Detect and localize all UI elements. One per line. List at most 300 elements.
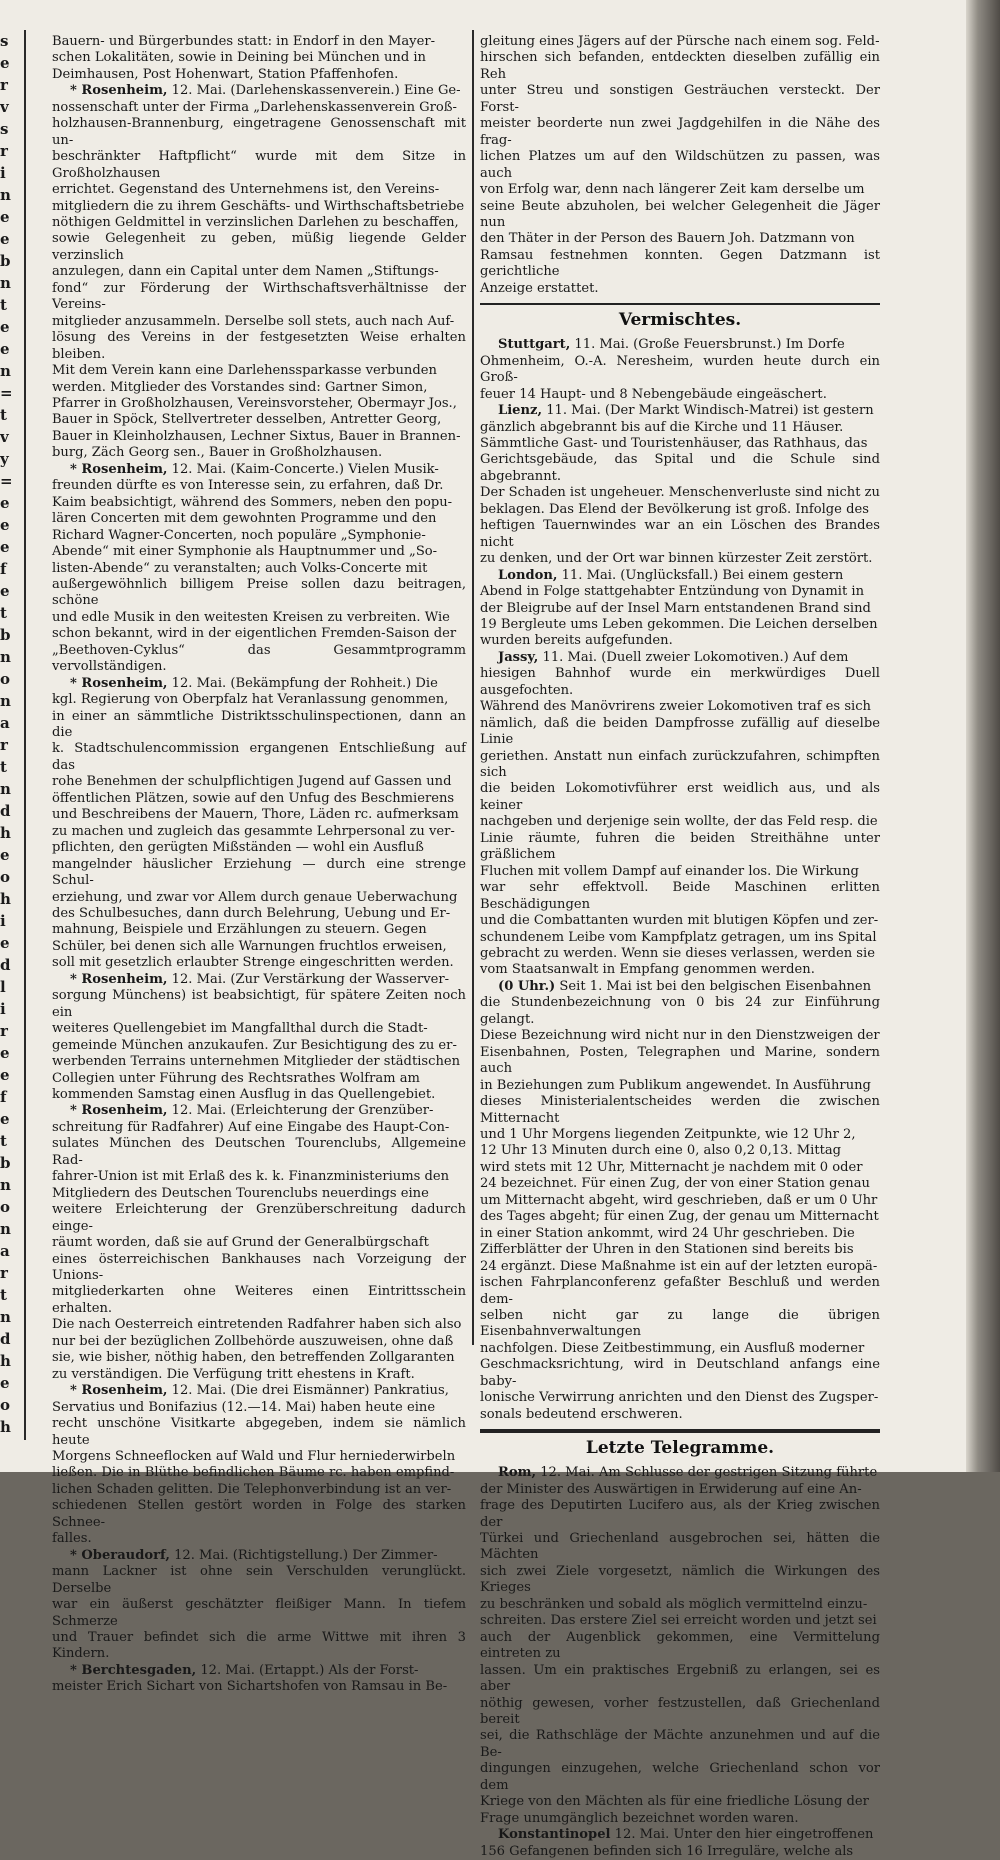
text-line xyxy=(52,1679,466,1695)
text-line xyxy=(480,1482,880,1498)
text-line xyxy=(52,445,466,461)
column-right xyxy=(480,34,880,1860)
line-text: Pfarrer in Großholzhausen, Vereinsvorsteher, Obermayr Jos., xyxy=(52,395,457,411)
line-text: Geschmacksrichtung, wird in Deutschland anfangs eine baby- xyxy=(480,1357,880,1389)
adjacent-page-strip xyxy=(0,30,18,1450)
text-line xyxy=(52,429,466,445)
strip-letter: l xyxy=(0,978,6,996)
line-text: k. Stadtschulencommission ergangenen Entschließung auf das xyxy=(52,741,466,773)
line-text: sie, wie bisher, nöthig haben, den betreffenden Zollgaranten xyxy=(52,1350,455,1366)
text-line xyxy=(52,972,466,988)
line-text: sorgung Münchens) ist beabsichtigt, für spätere Zeiten noch ein xyxy=(52,988,466,1020)
line-text: und Beschreibens der Mauern, Thore, Läden rc. aufmerksam xyxy=(52,807,459,823)
text-line xyxy=(480,1226,880,1242)
line-text: war sehr effektvoll. Beide Maschinen erlitten Beschädigungen xyxy=(480,880,880,912)
text-line xyxy=(480,568,880,584)
line-text: Abend in Folge stattgehabter Entzündung von Dynamit in xyxy=(480,584,865,600)
line-text: Deimhausen, Post Hohenwart, Station Pfaffenhofen. xyxy=(52,66,399,82)
strip-letter: n xyxy=(0,1176,11,1194)
text-line xyxy=(52,1235,466,1251)
text-line xyxy=(480,781,880,814)
strip-letter: t xyxy=(0,758,7,776)
text-line xyxy=(52,1284,466,1317)
line-text: Collegien unter Führung des Rechtsrathes Wolfram am xyxy=(52,1070,420,1086)
line-text: ischen Fahrplanconferenz gefaßter Beschluß und werden dem- xyxy=(480,1275,880,1307)
line-text: weiteres Quellengebiet im Mangfallthal durch die Stadt- xyxy=(52,1021,428,1037)
text-line xyxy=(480,1811,880,1827)
line-text: Sämmtliche Gast- und Touristenhäuser, das Rathhaus, das xyxy=(480,435,868,451)
text-line xyxy=(52,149,466,182)
line-text: wurden bereits aufgefunden. xyxy=(480,633,673,649)
text-line xyxy=(52,1350,466,1366)
line-text: ließen. Die in Blüthe befindlichen Bäume rc. haben empfind- xyxy=(52,1465,455,1481)
text-line xyxy=(480,962,880,978)
text-line xyxy=(52,314,466,330)
line-text: vom Staatsanwalt in Empfang genommen werden. xyxy=(480,962,815,978)
section-heading-telegramme: Letzte Telegramme. xyxy=(585,1438,775,1459)
line-text: in einer Station ankommt, wird 24 Uhr geschrieben. Die xyxy=(480,1225,855,1241)
line-text: Kaim beabsichtigt, während des Sommers, neben den popu- xyxy=(52,494,453,510)
line-text: gebracht zu werden. Wenn sie dieses verlassen, werden sie xyxy=(480,946,875,962)
dateline: * Rosenheim, xyxy=(70,1383,168,1399)
line-text: pflichten, den gerügten Mißständen — wohl ein Ausfluß xyxy=(52,840,424,856)
text-line xyxy=(52,840,466,856)
line-text: 12 Uhr 13 Minuten durch eine 0, also 0,2 0,13. Mittag xyxy=(480,1143,842,1159)
text-line xyxy=(52,1630,466,1663)
line-text: der Bleigrube auf der Insel Marn entstandenen Brand sind xyxy=(480,600,871,616)
line-text: seine Beute abzuholen, bei welcher Gelegenheit die Jäger nun xyxy=(480,198,880,230)
text-line xyxy=(480,50,880,83)
line-text: von Erfolg war, denn nach längerer Zeit kam derselbe um xyxy=(480,182,865,198)
strip-letter: h xyxy=(0,1352,11,1370)
line-text: selben nicht gar zu lange die übrigen Eisenbahnverwaltungen xyxy=(480,1307,880,1340)
text-line xyxy=(52,1071,466,1087)
line-text: gemeinde München anzukaufen. Zur Besichtigung des zu er- xyxy=(52,1037,457,1053)
text-line xyxy=(52,561,466,577)
text-line xyxy=(52,396,466,412)
line-text: in einer an sämmtliche Distriktsschulinspectionen, dann an die xyxy=(52,708,466,741)
text-line xyxy=(52,412,466,428)
line-text: außergewöhnlich billigem Preise sollen dazu beitragen, schöne xyxy=(52,576,466,609)
text-line xyxy=(480,1794,880,1810)
text-line xyxy=(480,1407,880,1423)
text-line xyxy=(52,709,466,742)
strip-letter: = xyxy=(0,384,13,402)
text-line xyxy=(480,1844,880,1860)
text-line xyxy=(52,791,466,807)
line-text: dieses Ministerialentscheides werden die zwischen Mitternacht xyxy=(480,1094,880,1126)
text-line xyxy=(52,100,466,116)
dateline: * Rosenheim, xyxy=(70,1103,168,1119)
text-line xyxy=(480,1597,880,1613)
text-line xyxy=(52,1498,466,1531)
line-text: war ein äußerst geschätzter fleißiger Mann. In tiefem Schmerze xyxy=(52,1597,466,1629)
text-line xyxy=(480,149,880,182)
text-line xyxy=(480,34,880,50)
line-text: 12. Mai. Unter den hier eingetroffenen xyxy=(610,1827,874,1843)
text-line xyxy=(480,502,880,518)
line-text: mitgliederkarten ohne Weiteres einen Eintrittsschein erhalten. xyxy=(52,1284,466,1316)
text-line xyxy=(480,913,880,929)
text-line xyxy=(480,436,880,452)
article-continuation xyxy=(480,34,880,297)
text-line xyxy=(480,1341,880,1357)
line-text: schen Lokalitäten, sowie in Deining bei München und in xyxy=(52,50,426,66)
line-text: Servatius und Bonifazius (12.—14. Mai) haben heute eine xyxy=(52,1399,436,1415)
dateline: London, xyxy=(498,567,558,583)
text-line xyxy=(480,1390,880,1406)
line-text: 12. Mai. (Richtigstellung.) Der Zimmer- xyxy=(169,1547,438,1563)
line-text: recht unschöne Visitkarte abgegeben, indem sie nämlich heute xyxy=(52,1416,466,1448)
text-line xyxy=(480,1127,880,1143)
strip-letter: r xyxy=(0,76,8,94)
text-line xyxy=(480,1761,880,1794)
strip-letter: n xyxy=(0,362,11,380)
strip-letter: n xyxy=(0,692,11,710)
line-text: auch der Augenblick gekommen, eine Vermittelung eintreten zu xyxy=(480,1629,880,1662)
strip-letter: b xyxy=(0,626,11,644)
text-line xyxy=(480,1498,880,1531)
line-text: meister Erich Sichart von Sichartshofen von Ramsau in Be- xyxy=(52,1679,448,1695)
line-text: die Stundenbezeichnung von 0 bis 24 zur Einführung gelangt. xyxy=(480,995,880,1027)
text-line xyxy=(52,939,466,955)
text-line xyxy=(52,182,466,198)
line-text: nämlich, daß die beiden Dampfrosse zufällig auf dieselbe Linie xyxy=(480,715,880,748)
text-line xyxy=(52,264,466,280)
line-text: 12. Mai. (Zur Verstärkung der Wasserver- xyxy=(167,971,450,987)
text-line xyxy=(52,478,466,494)
text-line xyxy=(480,551,880,567)
text-line xyxy=(52,1252,466,1285)
text-line xyxy=(480,831,880,864)
line-text: Schüler, bei denen sich alle Warnungen fruchtlos erweisen, xyxy=(52,938,447,954)
line-text: Ohmenheim, O.-A. Neresheim, wurden heute durch ein Groß- xyxy=(480,353,880,386)
text-line xyxy=(480,182,880,198)
text-line xyxy=(480,1078,880,1094)
strip-letter: o xyxy=(0,1198,11,1216)
line-text: beklagen. Das Elend der Bevölkerung ist groß. Infolge des xyxy=(480,501,869,517)
strip-letter: a xyxy=(0,1242,10,1260)
line-text: 19 Bergleute ums Leben gekommen. Die Leichen derselben xyxy=(480,616,878,632)
text-line xyxy=(480,1630,880,1663)
dateline: (0 Uhr.) xyxy=(498,978,556,994)
strip-letter: e xyxy=(0,208,10,226)
line-text: burg, Zäch Georg sen., Bauer in Großholzhausen. xyxy=(52,445,383,461)
text-line xyxy=(52,824,466,840)
line-text: werden. Mitglieder des Vorstandes sind: Gartner Simon, xyxy=(52,379,428,395)
text-line xyxy=(480,485,880,501)
strip-letter: n xyxy=(0,1308,11,1326)
page-edge xyxy=(966,0,1000,1472)
line-text: nöthigen Geldmittel in verzinslichen Darlehen zu beschaffen, xyxy=(52,214,459,230)
text-line xyxy=(52,626,466,642)
text-line xyxy=(480,749,880,782)
text-line xyxy=(480,650,880,666)
line-text: Zifferblätter der Uhren in den Stationen sind bereits bis xyxy=(480,1242,854,1258)
text-line xyxy=(52,610,466,626)
line-text: Bauer in Kleinholzhausen, Lechner Sixtus, Bauer in Brannen- xyxy=(52,428,461,444)
line-text: freunden dürfte es von Interesse sein, zu erfahren, daß Dr. xyxy=(52,478,444,494)
line-text: und edle Musik in den weitesten Kreisen zu verbreiten. Wie xyxy=(52,609,450,625)
line-text: Mit dem Verein kann eine Darlehenssparkasse verbunden xyxy=(52,363,437,379)
line-text: beschränkter Haftpflicht“ wurde mit dem Sitze in Großholzhausen xyxy=(52,149,466,181)
text-line xyxy=(52,1383,466,1399)
text-line xyxy=(52,50,466,66)
line-text: sich zwei Ziele vorgesetzt, nämlich die Wirkungen des Krieges xyxy=(480,1563,880,1596)
text-line xyxy=(52,807,466,823)
strip-letter: e xyxy=(0,1110,10,1128)
text-line xyxy=(52,1202,466,1235)
strip-letter: = xyxy=(0,472,13,490)
line-text: listen-Abende“ zu veranstalten; auch Volks-Concerte mit xyxy=(52,560,428,576)
text-line xyxy=(480,518,880,551)
line-text: meister beorderte nun zwei Jagdgehilfen in die Nähe des frag- xyxy=(480,116,880,148)
strip-letter: t xyxy=(0,296,7,314)
text-line xyxy=(480,452,880,485)
text-line xyxy=(52,67,466,83)
line-text: errichtet. Gegenstand des Unternehmens ist, den Vereins- xyxy=(52,182,440,198)
strip-letter: e xyxy=(0,54,10,72)
text-line xyxy=(480,699,880,715)
strip-letter: n xyxy=(0,1220,11,1238)
line-text: sonals bedeutend erschweren. xyxy=(480,1406,683,1422)
line-text: „Beethoven-Cyklus“ das Gesammtprogramm vervollständigen. xyxy=(52,642,466,675)
line-text: nossenschaft unter der Firma „Darlehenskassenverein Groß- xyxy=(52,99,457,115)
section-rule xyxy=(480,303,880,305)
text-line xyxy=(480,1028,880,1044)
line-text: des Schulbesuches, dann durch Belehrung, Uebung und Er- xyxy=(52,906,451,922)
strip-letter: e xyxy=(0,934,10,952)
line-text: 12. Mai. (Darlehenskassenverein.) Eine Ge- xyxy=(167,83,461,99)
strip-letter: n xyxy=(0,648,11,666)
strip-letter: d xyxy=(0,802,11,820)
line-text: um Mitternacht abgeht, wird geschrieben, daß er um 0 Uhr xyxy=(480,1192,878,1208)
text-line xyxy=(52,34,466,50)
strip-letter: d xyxy=(0,1330,11,1348)
line-text: lären Concerten mit dem gewohnten Programme und den xyxy=(52,511,437,527)
text-line xyxy=(480,248,880,281)
text-line xyxy=(480,716,880,749)
line-text: 24 ergänzt. Diese Maßnahme ist ein auf der letzten europä- xyxy=(480,1258,878,1274)
line-text: frage des Deputirten Lucifero aus, als der Krieg zwischen der xyxy=(480,1498,880,1530)
line-text: hirschen sich befanden, entdeckten dieselben zufällig ein Reh xyxy=(480,50,880,82)
strip-letter: n xyxy=(0,780,11,798)
text-line xyxy=(52,1103,466,1119)
line-text: nachfolgen. Diese Zeitbestimmung, ein Ausfluß moderner xyxy=(480,1340,865,1356)
text-line xyxy=(52,215,466,231)
line-text: Fluchen mit vollem Dampf auf einander los. Die Wirkung xyxy=(480,863,859,879)
text-line xyxy=(52,363,466,379)
text-line xyxy=(52,380,466,396)
line-text: nachgeben und derjenige sein wollte, der das Feld resp. die xyxy=(480,814,878,830)
text-line xyxy=(480,930,880,946)
line-text: 11. Mai. (Duell zweier Lokomotiven.) Auf dem xyxy=(538,649,849,665)
line-text: zu denken, und der Ort war binnen kürzester Zeit zerstört. xyxy=(480,551,873,567)
text-line xyxy=(52,1334,466,1350)
text-line xyxy=(480,354,880,387)
text-line xyxy=(480,1242,880,1258)
text-line xyxy=(480,864,880,880)
text-line xyxy=(52,1136,466,1169)
text-line xyxy=(52,1663,466,1679)
dateline: * Rosenheim, xyxy=(70,461,168,477)
strip-letter: r xyxy=(0,1022,8,1040)
text-line xyxy=(480,403,880,419)
text-line xyxy=(480,387,880,403)
text-line xyxy=(480,1357,880,1390)
text-line xyxy=(480,1613,880,1629)
strip-letter: d xyxy=(0,956,11,974)
text-line xyxy=(480,1827,880,1843)
text-line xyxy=(480,1728,880,1761)
text-line xyxy=(52,1465,466,1481)
text-line xyxy=(52,231,466,264)
text-line xyxy=(480,1094,880,1127)
line-text: Bauern- und Bürgerbundes statt: in Endorf in den Mayer- xyxy=(52,34,436,49)
line-text: Richard Wagner-Concerten, noch populäre „Symphonie- xyxy=(52,527,426,543)
line-text: Gerichtsgebäude, das Spital und die Schule sind abgebrannt. xyxy=(480,452,880,484)
text-line xyxy=(480,337,880,353)
dateline: * Oberaudorf, xyxy=(70,1547,170,1563)
line-text: schundenem Leibe vom Kampfplatz getragen, um ins Spital xyxy=(480,929,877,945)
line-text: 12. Mai. (Erleichterung der Grenzüber- xyxy=(167,1103,434,1119)
strip-letter: s xyxy=(0,32,9,50)
line-text: räumt worden, daß sie auf Grund der Generalbürgschaft xyxy=(52,1235,429,1251)
strip-letter: f xyxy=(0,1088,7,1106)
text-line xyxy=(52,495,466,511)
text-line xyxy=(52,528,466,544)
strip-letter: b xyxy=(0,1154,11,1172)
dateline: Jassy, xyxy=(498,649,539,665)
line-text: schreitung für Radfahrer) Auf eine Eingabe des Haupt-Con- xyxy=(52,1119,450,1135)
line-text: kgl. Regierung von Oberpfalz hat Veranlassung genommen, xyxy=(52,692,449,708)
line-text: mahnung, Beispiele und Erzählungen zu steuern. Gegen xyxy=(52,922,427,938)
line-text: 12. Mai. (Kaim-Concerte.) Vielen Musik- xyxy=(167,461,439,477)
line-text: werbenden Terrains unternehmen Mitglieder der städtischen xyxy=(52,1054,461,1070)
line-text: nöthig gewesen, vorher festzustellen, daß Griechenland bereit xyxy=(480,1695,880,1727)
text-line xyxy=(52,741,466,774)
text-line xyxy=(52,1400,466,1416)
line-text: gleitung eines Jägers auf der Pürsche nach einem sog. Feld- xyxy=(480,34,880,49)
text-line xyxy=(52,281,466,314)
strip-letter: h xyxy=(0,824,11,842)
line-text: erziehung, und zwar vor Allem durch genaue Ueberwachung xyxy=(52,889,458,905)
text-line xyxy=(480,1045,880,1078)
line-text: Seit 1. Mai ist bei den belgischen Eisenbahnen xyxy=(555,978,872,994)
dateline: Lienz, xyxy=(498,403,543,419)
strip-letter: b xyxy=(0,252,11,270)
text-line xyxy=(52,511,466,527)
line-text: zu verständigen. Die Verfügung tritt ehestens in Kraft. xyxy=(52,1366,415,1382)
line-text: 12. Mai. Am Schlusse der gestrigen Sitzung führte xyxy=(536,1465,878,1481)
line-text: 11. Mai. (Unglücksfall.) Bei einem gestern xyxy=(557,567,844,583)
section-heading-vermischtes: Vermischtes. xyxy=(618,310,742,331)
line-text: lichen Schaden gelitten. Die Telephonverbindung ist an ver- xyxy=(52,1481,452,1497)
line-text: Frage unumgänglich bezeichnet worden waren. xyxy=(480,1810,799,1826)
line-text: soll mit gesetzlich erlaubter Strenge eingeschritten werden. xyxy=(52,955,454,971)
line-text: schon bekannt, wird in der eigentlichen Fremden-Saison der xyxy=(52,626,457,642)
line-text: Linie räumte, fuhren die beiden Streithähne unter gräßlichem xyxy=(480,830,880,863)
dateline: * Rosenheim, xyxy=(70,971,168,987)
line-text: zu beschränken und sobald als möglich vermittelnd einzu- xyxy=(480,1596,868,1612)
strip-letter: e xyxy=(0,230,10,248)
text-line xyxy=(480,1259,880,1275)
dateline: Rom, xyxy=(498,1465,537,1481)
text-line xyxy=(480,584,880,600)
text-line xyxy=(52,643,466,676)
strip-letter: r xyxy=(0,736,8,754)
line-text: mann Lackner ist ohne sein Verschulden verunglückt. Derselbe xyxy=(52,1564,466,1596)
column-left xyxy=(52,34,466,1696)
text-line xyxy=(52,1186,466,1202)
line-text: sulates München des Deutschen Tourenclubs, Allgemeine Rad- xyxy=(52,1136,466,1168)
text-line xyxy=(480,1275,880,1308)
line-text: Während des Manövrirens zweier Lokomotiven traf es sich xyxy=(480,699,871,715)
line-text: kommenden Samstag einen Ausflug in das Quellengebiet. xyxy=(52,1087,436,1102)
strip-letter: t xyxy=(0,1132,7,1150)
text-line xyxy=(480,1209,880,1225)
line-text: Türkei und Griechenland ausgebrochen sei, hätten die Mächten xyxy=(480,1530,880,1563)
text-line xyxy=(480,814,880,830)
text-line xyxy=(480,1564,880,1597)
line-text: schreiten. Das erstere Ziel sei erreicht worden und jetzt sei xyxy=(480,1613,877,1629)
text-line xyxy=(480,1696,880,1729)
text-line xyxy=(480,1663,880,1696)
strip-letter: i xyxy=(0,912,6,930)
line-text: hiesigen Bahnhof wurde ein merkwürdiges Duell ausgefochten. xyxy=(480,666,880,698)
line-text: 11. Mai. (Der Markt Windisch-Matrei) ist gestern xyxy=(542,403,874,419)
text-line xyxy=(52,116,466,149)
line-text: rohe Benehmen der schulpflichtigen Jugend auf Gassen und xyxy=(52,774,452,790)
text-line xyxy=(52,1169,466,1185)
line-text: weitere Erleichterung der Grenzüberschreitung dadurch einge- xyxy=(52,1202,466,1234)
line-text: feuer 14 Haupt- und 8 Nebengebäude eingeäschert. xyxy=(480,386,827,402)
text-line xyxy=(52,199,466,215)
text-line xyxy=(480,116,880,149)
text-line xyxy=(52,1482,466,1498)
strip-letter: e xyxy=(0,1374,10,1392)
text-line xyxy=(52,462,466,478)
left-column-rule xyxy=(24,30,26,1440)
strip-letter: e xyxy=(0,1066,10,1084)
text-line xyxy=(480,1143,880,1159)
strip-letter: t xyxy=(0,604,7,622)
line-text: lassen. Um ein praktisches Ergebniß zu erlangen, sei es aber xyxy=(480,1662,880,1695)
text-line xyxy=(52,922,466,938)
line-text: Eisenbahnen, Posten, Telegraphen und Marine, sondern auch xyxy=(480,1044,880,1077)
section-vermischtes xyxy=(480,337,880,1423)
text-line xyxy=(52,1038,466,1054)
text-line xyxy=(52,1531,466,1547)
text-line xyxy=(480,231,880,247)
column-divider xyxy=(472,30,474,1345)
text-line xyxy=(480,633,880,649)
line-text: Anzeige erstattet. xyxy=(480,280,599,296)
section-telegramme xyxy=(480,1465,880,1860)
text-line xyxy=(480,601,880,617)
line-text: Morgens Schneeflocken auf Wald und Flur herniederwirbeln xyxy=(52,1448,456,1464)
strip-letter: n xyxy=(0,274,11,292)
strip-letter: i xyxy=(0,164,6,182)
line-text: mitglieder anzusammeln. Derselbe soll stets, auch nach Auf- xyxy=(52,313,455,329)
text-line xyxy=(480,995,880,1028)
text-line xyxy=(52,676,466,692)
text-line xyxy=(480,199,880,232)
line-text: und die Combattanten wurden mit blutigen Köpfen und zer- xyxy=(480,913,879,929)
text-line xyxy=(52,1054,466,1070)
strip-letter: e xyxy=(0,340,10,358)
line-text: unter Streu und sonstigen Gesträuchen versteckt. Der Forst- xyxy=(480,83,880,115)
